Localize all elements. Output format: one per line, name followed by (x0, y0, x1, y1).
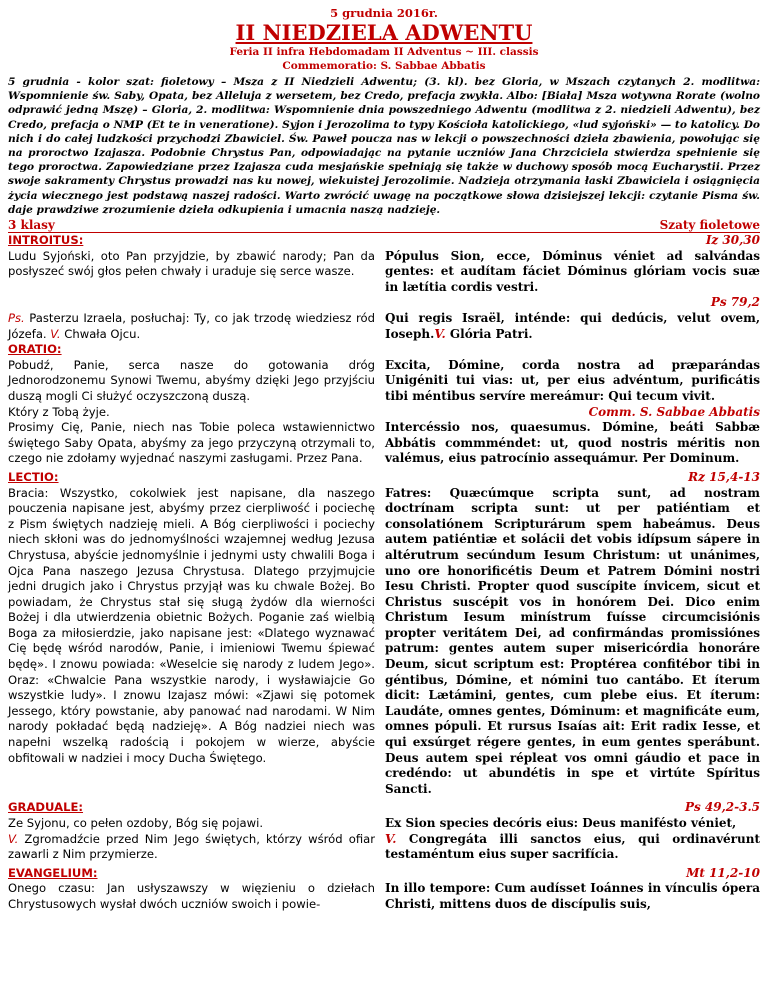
psalm-ref: Ps 79,2 (710, 295, 760, 310)
graduale-la-2 (385, 832, 760, 863)
lectio-polish (8, 470, 375, 797)
evangelium-la-text: In illo tempore: Cum audísset Ioánnes in vínculis ópera Christi, mittens duos de discípulis suis, (385, 881, 760, 911)
lectio-latin (385, 470, 760, 797)
commemoratio-line: Commemoratio: S. Sabbae Abbatis (282, 60, 486, 72)
lectio-pl-text: Bracia: Wszystko, cokolwiek jest napisane, dla naszego pouczenia napisane jest, abyśmy przez cierpliwość i pociechę z Pism świętych nadzieję mieli. A Bóg cierpliwości i pociechy niech skłoni was do jednomyślności wzajemnej według Jezusa Chrystusa, abyście jednomyślnie i jednymi usty chwalili Boga i Ojca Pana naszego Jezusa Chrystusa. Dlatego przyjmujcie jedni drugich jako i Chrystus przyjął was ku chwale Bożej. Bo powiadam, że Chrystus stał się sługą żydów dla wierności Bożej i dla utwierdzenia obietnic Bożych. Poganie zaś wielbią Boga za miłosierdzie, jako napisane jest: «Dlatego wyznawać Cię będę wśród narodów, Panie, i imieniowi Twemu śpiewać będę». I znowu powiada: «Weselcie się narody z ludem Jego». Oraz: «Chwalcie Pana wszystkie narody, i wysławiajcie Go wszystkie ludy». I znowu Izajasz mówi: «Zjawi się potomek Jessego, który powstanie, aby panować nad narodami. W Nim narody pokładać będą nadzieję». A Bóg nadziei niech was napełni wszelką radością i pokojem w wierze, abyście obfitowali w nadziei i mocy Ducha Świętego. (8, 485, 375, 765)
graduale-la-1: Ex Sion species decóris eius: Deus manifésto véniet, (385, 816, 737, 830)
introitus-latin (385, 233, 760, 295)
gloria-pl: Chwała Ojcu. (64, 326, 141, 341)
psalm-la (385, 311, 760, 342)
class-bar (8, 218, 760, 233)
graduale-ref: Ps 49,2-3.5 (684, 800, 760, 815)
oratio-pl-2: Który z Tobą żyje. (8, 404, 110, 419)
versicle-label: V. (50, 326, 61, 341)
page-title: II NIEDZIELA ADWENTU (235, 20, 533, 45)
versicle-label-la: V. (434, 326, 446, 341)
oratio-pl-3: Prosimy Cię, Panie, niech nas Tobie poleca wstawiennictwo świętego Saby Opata, abyśmy za jego przyczyną otrzymali to, czego nie zdołamy wyjednać naszymi zasługami. Przez Pana. (8, 420, 375, 466)
evangelium-ref: Mt 11,2-10 (686, 865, 760, 880)
graduale-polish (8, 800, 375, 862)
evangelium-pl-text: Onego czasu: Jan usłyszawszy w więzieniu o dziełach Chrystusowych wysłał dwóch uczniów swoich i powie- (8, 881, 375, 911)
oratio-section (8, 342, 760, 467)
oratio-latin (385, 342, 760, 467)
vestment-color-label: Szaty fioletowe (659, 218, 760, 233)
lectio-la-text: Fatres: Quæcúmque scripta sunt, ad nostram doctrínam scripta sunt: ut per patiéntiam et consolatiónem Scripturárum spem habeámus. Deus autem patiéntiæ et solácii det vobis idípsum sápere in altérutrum secúndum Iesum Christum: ut unánimes, uno ore honorificétis Deum et Patrem Dómini nostri Iesu Christi. Propter quod suscípite ínvicem, sicut et Christus suscépit vos in honórem Dei. Dico enim Christum Iesum minístrum fuísse circumcisiónis propter veritátem Dei, ad confirmándas promissiónes patrum: gentes autem super misericórdia honoráre Deum, sicut scriptum est: Proptérea confitébor tibi in géntibus, Dómine, et nómini tuo cantábo. Et íterum dicit: Lætámini, gentes, cum plebe eius. Et íterum: Laudáte, omnes gentes, Dóminum: et magnificáte eum, omnes pópuli. Et rursus Isaías ait: Erit radix Iesse, et qui exsúrget régere gentes, in eum gentes sperábunt. Deus autem spei répleat vos omni gáudio et pace in credéndo: ut abundétis in spe et virtúte Spíritus Sancti. (385, 485, 760, 796)
lectio-ref: Rz 15,4-13 (688, 469, 760, 484)
graduale-heading: GRADUALE: (8, 800, 84, 815)
psalm-pl-text: Pasterzu Izraela, posłuchaj: Ty, co jak trzodę wiedziesz ród Józefa. (8, 311, 376, 341)
oratio-pl-1: Pobudź, Panie, serca nasze do gotowania dróg Jednorodzonemu Synowi Twemu, abyśmy dzięki Jego przyjściu duszą mogli Ci służyć oczyszczoną duszą. (8, 357, 375, 403)
evangelium-latin (385, 866, 760, 913)
graduale-v-label-la: V. (385, 831, 397, 846)
introitus-polish (8, 233, 375, 295)
oratio-polish (8, 342, 375, 467)
oratio-la-2: Intercéssio nos, quaesumus. Dómine, beáti Sabbæ Abbátis commméndet: ut, quod nostris méritis non valémus, eius patrocínio assequámur. Per Dominum. (385, 420, 760, 466)
psalm-pl (8, 311, 375, 342)
evangelium-polish (8, 866, 375, 913)
missal-page (8, 0, 760, 913)
graduale-section (8, 800, 760, 862)
introitus-section (8, 233, 760, 295)
lectio-section (8, 470, 760, 797)
psalm-la-text: Qui regis Israël, inténde: qui dedúcis, velut ovem, Ioseph. (385, 311, 760, 341)
psalm-section (8, 295, 760, 342)
commemoratio-ref: Comm. S. Sabbae Abbatis (588, 404, 760, 419)
psalm-latin (385, 295, 760, 342)
graduale-latin (385, 800, 760, 862)
gloria-la: Glória Patri. (449, 326, 533, 341)
evangelium-section (8, 866, 760, 913)
date-line: 5 grudnia 2016r. (330, 6, 438, 20)
feria-line: Feria II infra Hebdomadam II Adventus ~ III. classis (229, 46, 539, 58)
intro-paragraph: 5 grudnia - kolor szat: fioletowy – Msza z II Niedzieli Adwentu; (3. kl). bez Gloria, w Mszach czytanych 2. modlitwa: Wspomnienie św. Saby, Opata, bez Alleluja z wersetem, bez Credo, prefacja zwykła. Albo: [Biała] Msza wotywna Rorate (wolno odprawić jedną Mszę) – Gloria, 2. modlitwa: Wspomnienie dnia powszedniego Adwentu (modlitwa z 2. niedzieli Adwentu), bez Credo, prefacja o NMP (Et te in veneratione). Syjon i Jerozolima to typy Kościoła katolickiego, «lud syjoński» — to katolicy. Do nich i do całej ludzkości przychodzi Zbawiciel. Św. Paweł poucza nas w lekcji o powszechności dzieła zbawienia, powołując się na proroctwo Izajasza. Podobnie Chrystus Pan, odpowiadając na pytanie uczniów Jana Chrzciciela stwierdza spełnienie się tego proroctwa. Zapowiedziane przez Izajasza cuda mesjańskie spełniają się także w duchowy sposób mocą Eucharystii. Przez swoje sakramenty Chrystus prowadzi nas ku nowej, wiekuistej Jerozolimie. Nadzieja otrzymania łaski Zbawiciela i osiągnięcia życia wiecznego jest podstawą naszej radości. Warto zwrócić uwagę na początkowe słowa dzisiejszej lekcji: czytanie Pisma św. daje prawdziwe zrozumienie dzieła odkupienia i umacnia naszą nadzieję. (8, 76, 760, 216)
graduale-v-label: V. (8, 831, 19, 846)
oratio-heading: ORATIO: (8, 342, 62, 357)
introitus-ref: Iz 30,30 (705, 233, 760, 248)
evangelium-heading: EVANGELIUM: (8, 865, 98, 880)
introitus-pl-text: Ludu Syjoński, oto Pan przyjdzie, by zbawić narody; Pan da posłyszeć swój głos pełen chwały i uraduje się serce wasze. (8, 248, 375, 279)
graduale-la-2-text: Congregáta illi sanctos eius, qui ordinavérunt testaméntum eius super sacrifícia. (385, 831, 760, 862)
ps-label: Ps. (8, 311, 25, 325)
psalm-polish (8, 295, 375, 342)
introitus-heading: INTROITUS: (8, 233, 84, 248)
oratio-la-1: Excita, Dómine, corda nostra ad præparándas Unigéniti tui vias: ut, per eius advéntum, purificátis tibi méntibus servíre mereámur: Qui tecum vivit. (385, 357, 760, 403)
class-label: 3 klasy (8, 218, 55, 233)
graduale-pl-1: Ze Syjonu, co pełen ozdoby, Bóg się pojawi. (8, 816, 264, 830)
lectio-heading: LECTIO: (8, 469, 59, 484)
graduale-pl-2-text: Zgromadźcie przed Nim Jego świętych, którzy wśród ofiar zawarli z Nim przymierze. (8, 831, 376, 862)
graduale-pl-2 (8, 832, 375, 863)
introitus-la-text: Pópulus Sion, ecce, Dóminus véniet ad salvándas gentes: et audítam fáciet Dóminus glóriam vocis suæ in lætítia cordis vestri. (385, 248, 760, 294)
